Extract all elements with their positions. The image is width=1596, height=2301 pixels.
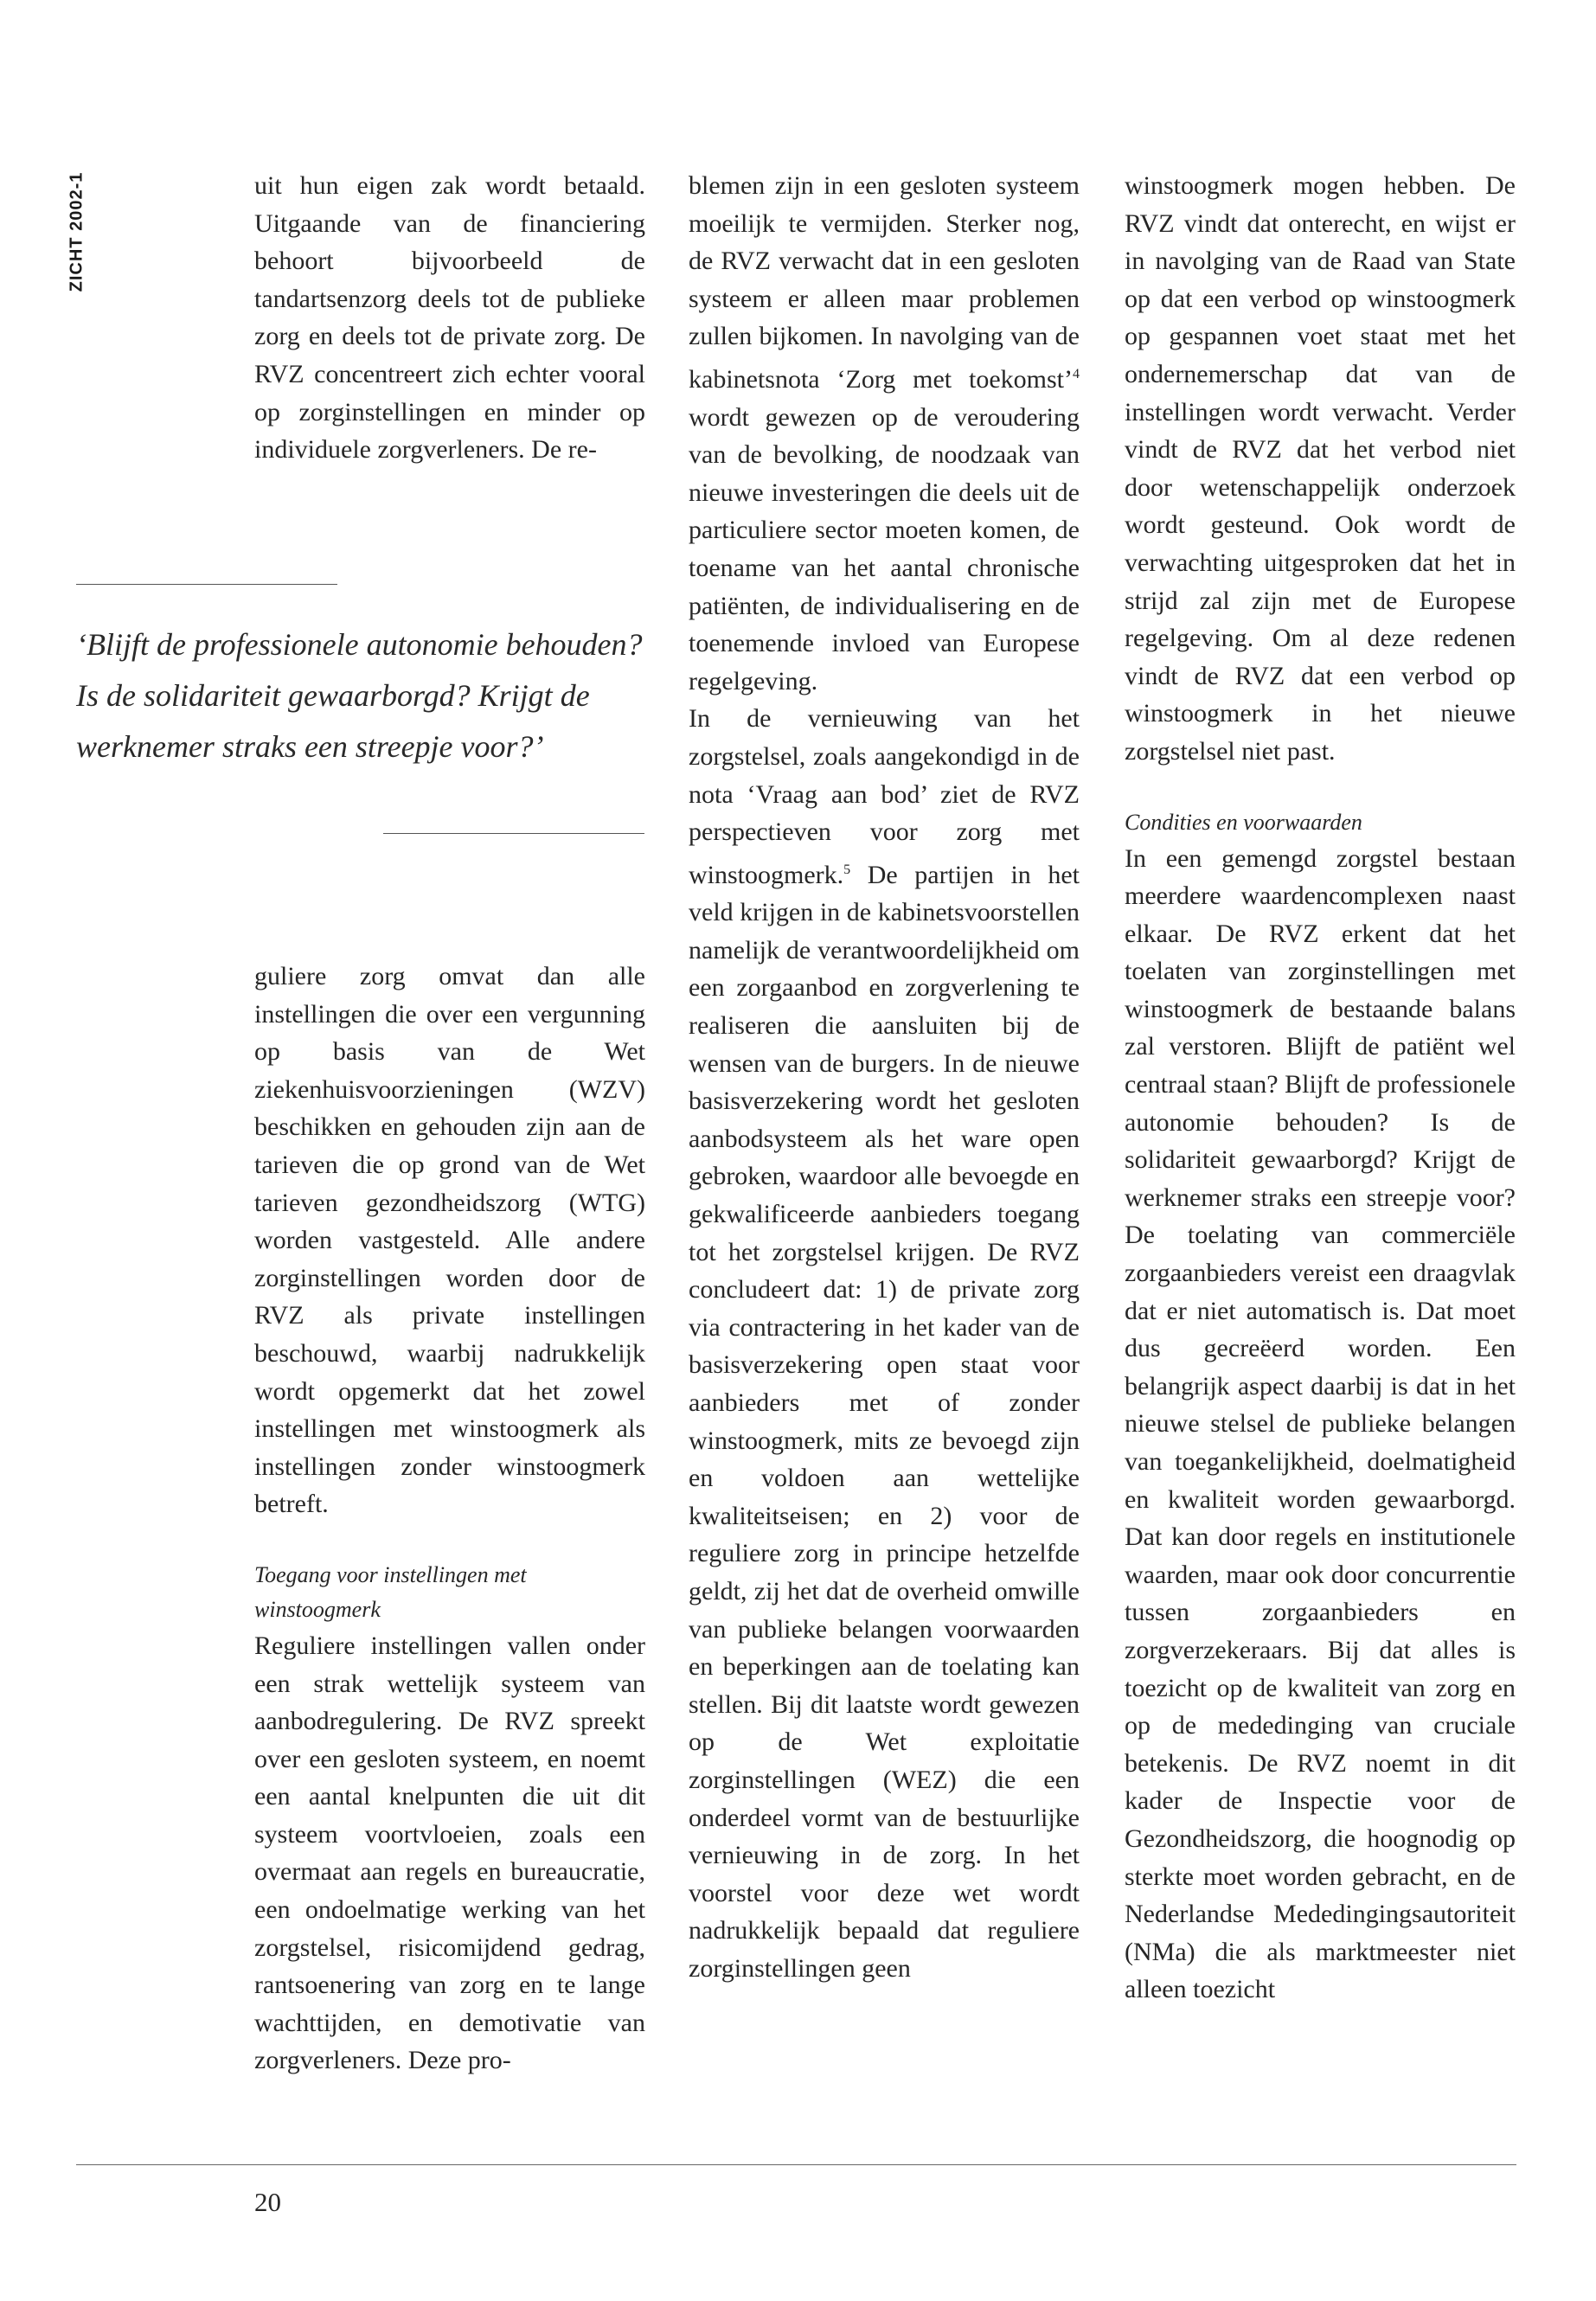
body-paragraph: Reguliere instellingen vallen onder een strak wettelijk systeem van aanbodregulering. De RVZ spreekt over een gesloten systeem, en noemt een aantal knelpunten die uit dit systeem voortvloeien, zoals een overmaat aan regels en bureaucratie, een ondoelmatige werking van het zorgstelsel, risicomijdend gedrag, rantsoenering van zorg en te lange wachttijden, en demotivatie van zorgverleners. Deze pro-	[254, 1631, 645, 2075]
body-paragraph	[689, 167, 1080, 700]
pull-quote-divider-top	[76, 584, 337, 585]
pull-quote-line: ‘Blijft de professionele autonomie behouden?	[76, 627, 643, 662]
running-head-label: ZICHT 2002-1	[67, 171, 87, 292]
column-1-top	[254, 167, 645, 469]
running-head	[64, 154, 90, 310]
pull-quote-line: Is de solidariteit gewaarborgd? Krijgt de	[76, 678, 590, 713]
text-run: In de vernieuwing van het zorgstelsel, zoals aangekondigd in de nota ‘Vraag aan bod’ ziet de RVZ perspectieven voor zorg met winstoogmerk.	[689, 704, 1080, 889]
body-paragraph: winstoogmerk mogen hebben. De RVZ vindt dat onterecht, en wijst er in navolging van de Raad van State op dat een verbod op winstoogmerk op gespannen voet staat met het ondernemerschap dat van de instellingen wordt verwacht. Verder vindt de RVZ dat het verbod niet door wetenschappelijk onderzoek wordt gesteund. Ook wordt de verwachting uitgesproken dat het in strijd zal zijn met de Europese regelgeving. Om al deze redenen vindt de RVZ dat een verbod op winstoogmerk in het nieuwe zorgstelsel niet past.	[1125, 171, 1516, 766]
section-subheading: Condities en voorwaarden	[1125, 809, 1362, 835]
body-paragraph	[689, 700, 1080, 1987]
body-paragraph: In een gemengd zorgstel bestaan meerdere waardencomplexen naast elkaar. De RVZ erkent dat het toelaten van zorginstellingen met winstoogmerk de bestaande balans zal verstoren. Blijft de patiënt wel centraal staan? Blijft de professionele autonomie behouden? Is de solidariteit gewaarborgd? Krijgt de werknemer straks een streepje voor? De toelating van commerciële zorgaanbieders vereist een draagvlak dat er niet automatisch is. Dat moet dus gecreëerd worden. Een belangrijk aspect daarbij is dat in het nieuwe stelsel de publieke belangen van toegankelijkheid, doelmatigheid en kwaliteit worden gewaarborgd. Dat kan door regels en institutionele waarden, maar ook door concurrentie tussen zorgaanbieders en zorgverzekeraars. Bij dat alles is toezicht op de kwaliteit van zorg en op de mededinging van cruciale betekenis. De RVZ noemt in dit kader de Inspectie voor de Gezondheidszorg, die hoognodig op sterkte moet worden gebracht, en de Nederlandse Mededingingsautoriteit (NMa) die als marktmeester niet alleen toezicht	[1125, 843, 1516, 2004]
pull-quote-divider-bottom	[383, 833, 644, 834]
column-1-bottom	[254, 958, 645, 2080]
pull-quote-line: werknemer straks een streepje voor?’	[76, 729, 544, 764]
body-paragraph: uit hun eigen zak wordt betaald. Uitgaande van de financiering behoort bijvoorbeeld de tandartsenzorg deels tot de publieke zorg en deels tot de private zorg. De RVZ concentreert zich echter vooral op zorginstellingen en minder op individuele zorgverleners. De re-	[254, 171, 645, 465]
footnote-ref[interactable]: 5	[843, 862, 851, 877]
footnote-ref[interactable]: 4	[1073, 366, 1080, 381]
section-subheading: Toegang voor instellingen met winstoogmerk	[254, 1561, 527, 1622]
footer-divider	[76, 2164, 1516, 2165]
column-2	[689, 167, 1080, 1988]
column-3	[1125, 167, 1516, 2009]
pull-quote	[76, 619, 664, 772]
text-run: wordt gewezen op de veroudering van de bevolking, de noodzaak van nieuwe investeringen die deels uit de particuliere sector moeten komen, de toename van het aantal chronische patiënten, de individualisering en de toenemende invloed van Europese regelgeving.	[689, 402, 1080, 695]
page-number: 20	[254, 2187, 281, 2217]
body-paragraph: guliere zorg omvat dan alle instellingen die over een vergunning op basis van de Wet ziekenhuisvoorzieningen (WZV) beschikken en gehouden zijn aan de tarieven die op grond van de Wet tarieven gezondheidszorg (WTG) worden vastgesteld. Alle andere zorginstellingen worden door de RVZ als private instellingen beschouwd, waarbij nadrukkelijk wordt opgemerkt dat het zowel instellingen met winstoogmerk als instellingen zonder winstoogmerk betreft.	[254, 962, 645, 1519]
text-run: De partijen in het veld krijgen in de kabinetsvoorstellen namelijk de verantwoordelijkheid om een zorgaanbod en zorgverlening te realiseren die aansluiten bij de wensen van de burgers. In de nieuwe basisverzekering wordt het gesloten aanbodsysteem als het ware open gebroken, waardoor alle bevoegde en gekwalificeerde aanbieders toegang tot het zorgstelsel krijgen. De RVZ concludeert dat: 1) de private zorg via contractering in het kader van de basisverzekering open staat voor aanbieders met of zonder winstoogmerk, mits ze bevoegd zijn en voldoen aan wettelijke kwaliteitseisen; en 2) voor de reguliere zorg in principe hetzelfde geldt, zij het dat de overheid omwille van publieke belangen voorwaarden en beperkingen aan de toelating kan stellen. Bij dit laatste wordt gewezen op de Wet exploitatie zorginstellingen (WEZ) die een onderdeel vormt van de bestuurlijke vernieuwing in de zorg. In het voorstel voor deze wet wordt nadrukkelijk bepaald dat reguliere zorginstellingen geen	[689, 860, 1080, 1983]
text-run: blemen zijn in een gesloten systeem moeilijk te vermijden. Sterker nog, de RVZ verwacht dat in een gesloten systeem er alleen maar problemen zullen bijkomen. In navolging van de kabinetsnota ‘Zorg met toekomst’	[689, 171, 1080, 394]
